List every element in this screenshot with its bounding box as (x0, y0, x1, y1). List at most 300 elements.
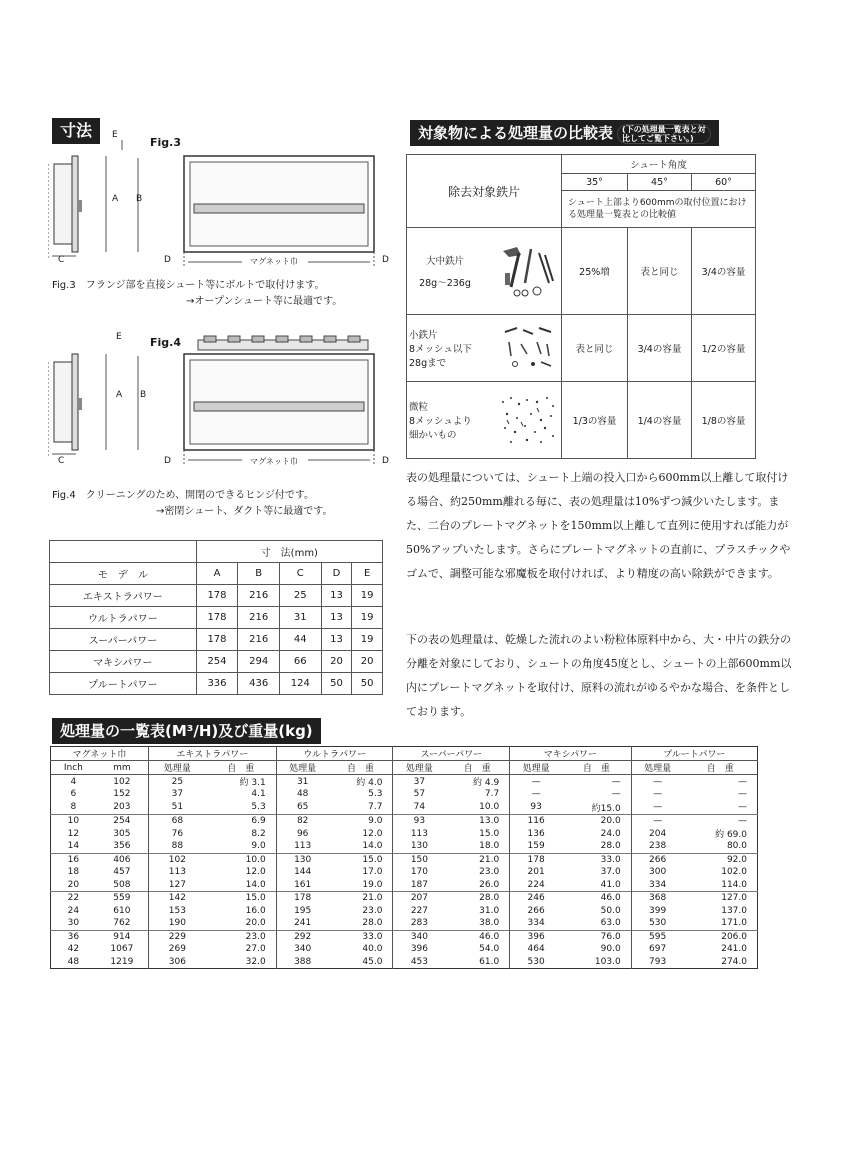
table-cell: 283 (393, 917, 445, 930)
table-cell: 92.0 (684, 853, 758, 866)
table-cell: 130 (276, 853, 328, 866)
table-cell: 31 (279, 607, 321, 629)
dimensions-table-title: 寸 法(mm) (196, 541, 382, 563)
table-cell: 227 (393, 905, 445, 918)
table-cell: 31.0 (479, 905, 500, 916)
table-cell: 25%増 (562, 228, 628, 315)
table-cell: 178 (196, 607, 238, 629)
table-cell: 530 (510, 956, 562, 969)
table-cell: 57 (393, 788, 445, 801)
table-row (51, 905, 758, 918)
table-cell: 203 (113, 802, 131, 812)
weight-subheader: 自 重 (445, 761, 509, 775)
table-cell: 37 (393, 775, 445, 789)
material-name: 小鉄片 (409, 330, 438, 341)
material-cell (407, 228, 562, 315)
capacity-note-paragraph-2: 下の表の処理量は、乾燥した流れのよい粉粒体原料中から、大・中片の鉄分の分離を対象にしており、シュートの角度45度とし、シュートの上部600mm以内にプレートマグネットを取付け、原料の流れがゆるやかな場合、を条件としております。 (406, 633, 792, 718)
table-row (50, 673, 383, 695)
table-cell: 216 (238, 585, 280, 607)
table-cell: 102 (113, 776, 131, 787)
table-cell: 457 (113, 867, 131, 878)
table-cell: 12.0 (362, 828, 383, 839)
fig3-dim-c: C (58, 255, 65, 265)
table-cell: 22 (51, 892, 96, 905)
weight-subheader: 自 重 (562, 761, 631, 775)
table-row (51, 956, 758, 969)
table-cell: 399 (631, 905, 683, 918)
table-cell: 74 (393, 801, 445, 815)
table-cell: 216 (238, 629, 280, 651)
magnet-width-header: マグネット巾 (51, 747, 149, 761)
table-cell: 15.0 (206, 892, 276, 905)
table-cell: 90.0 (600, 944, 621, 955)
comparison-corner-header: 除去対象鉄片 (407, 155, 562, 228)
table-cell: 19.0 (362, 879, 383, 890)
table-cell: 28.0 (600, 841, 621, 852)
mm-header: mm (96, 761, 149, 775)
table-cell: 45.0 (362, 956, 383, 967)
table-row (51, 801, 758, 815)
table-row (50, 607, 383, 629)
table-cell: 7.7 (484, 789, 500, 800)
table-cell: 292 (276, 930, 328, 943)
table-cell: 21.0 (329, 892, 393, 905)
table-cell: 30 (67, 918, 80, 929)
table-cell: 9.0 (251, 841, 266, 852)
table-cell: 65 (276, 801, 328, 815)
table-cell: 表と同じ (562, 315, 628, 382)
table-cell: 20 (352, 651, 383, 673)
table-cell: 12 (67, 828, 80, 839)
fig3-dim-d-left: D (164, 255, 171, 265)
table-cell: 20 (67, 879, 80, 890)
table-cell: 約15.0 (591, 803, 621, 814)
table-cell: 18 (67, 867, 80, 878)
table-cell: 14 (67, 841, 80, 852)
table-cell: 76 (148, 827, 205, 840)
table-cell: 436 (238, 673, 280, 695)
weight-subheader: 自 重 (206, 761, 276, 775)
small-iron-pieces-icon (497, 320, 559, 376)
dimensions-table (49, 540, 383, 695)
table-row (51, 866, 758, 879)
fig4-dim-d-right: D (382, 456, 389, 466)
capacity-subheader: 処理量 (148, 761, 205, 775)
table-cell: 144 (276, 866, 328, 879)
table-cell: 19 (352, 585, 383, 607)
table-cell: 10.0 (479, 802, 500, 812)
table-row (51, 827, 758, 840)
table-cell: 102 (148, 853, 205, 866)
fig4-dim-a: A (116, 390, 123, 400)
table-cell: 23.0 (362, 905, 383, 916)
table-cell: 3/4の容量 (691, 228, 755, 315)
table-header-cell: モ デ ル (50, 563, 197, 585)
table-cell: 152 (113, 789, 131, 800)
comparison-table (406, 154, 756, 459)
table-cell: 793 (631, 956, 683, 969)
table-cell: 66 (279, 651, 321, 673)
table-header-cell: E (352, 563, 383, 585)
table-cell: 17.0 (362, 867, 383, 878)
table-cell: 21.0 (445, 853, 509, 866)
table-row (407, 228, 756, 315)
table-cell: 24.0 (600, 828, 621, 839)
comparison-heading-text: 対象物による処理量の比較表 (418, 124, 614, 142)
table-cell: 178 (196, 585, 238, 607)
table-cell: 28.0 (362, 918, 383, 929)
table-cell: 19 (352, 607, 383, 629)
table-cell: 13 (321, 607, 352, 629)
table-cell: 63.0 (600, 918, 621, 929)
table-cell: 334 (631, 879, 683, 892)
table-cell: 697 (631, 943, 683, 956)
fig4-dim-e: E (116, 332, 122, 342)
table-cell: — (631, 775, 683, 789)
table-cell: 356 (113, 841, 131, 852)
table-row (51, 943, 758, 956)
table-cell: 24 (67, 905, 80, 916)
table-cell: 5.3 (251, 802, 266, 812)
table-cell: 51 (148, 801, 205, 815)
fine-particles-icon (497, 392, 559, 448)
table-row (51, 853, 758, 866)
table-cell: 20 (321, 651, 352, 673)
table-cell: 48 (67, 956, 80, 967)
table-cell: 23.0 (479, 867, 500, 878)
table-cell: エキストラパワー (50, 585, 197, 607)
table-cell: 340 (276, 943, 328, 956)
capacity-subheader: 処理量 (276, 761, 328, 775)
table-cell: 201 (510, 866, 562, 879)
table-cell: 254 (196, 651, 238, 673)
table-cell: 396 (510, 930, 562, 943)
table-cell: 3/4の容量 (627, 315, 691, 382)
table-cell: — (738, 776, 747, 787)
table-row (51, 879, 758, 892)
table-cell: 178 (510, 853, 562, 866)
table-cell: 46.0 (445, 930, 509, 943)
table-cell: 80.0 (726, 841, 747, 852)
table-cell: — (611, 776, 621, 787)
table-row (51, 814, 758, 827)
table-cell: 1/2の容量 (691, 315, 755, 382)
table-cell: — (738, 789, 747, 800)
table-cell: — (631, 788, 683, 801)
table-cell: 82 (276, 814, 328, 827)
large-iron-pieces-icon (497, 243, 559, 299)
table-cell: 388 (276, 956, 328, 969)
material-name: 微粒 (409, 402, 429, 413)
table-cell: 171.0 (721, 918, 747, 929)
table-cell: 508 (113, 879, 131, 890)
table-cell: 1/3の容量 (562, 382, 628, 459)
table-cell: 96 (276, 827, 328, 840)
table-cell: 40.0 (362, 944, 383, 955)
table-row (51, 930, 758, 943)
table-cell: 46.0 (562, 892, 631, 905)
table-row (50, 651, 383, 673)
table-cell: — (684, 814, 758, 827)
material-detail: 28g〜236g (419, 278, 471, 289)
table-cell: — (510, 775, 562, 789)
table-row (407, 382, 756, 459)
table-cell: 13 (321, 629, 352, 651)
table-cell: 178 (196, 629, 238, 651)
table-cell: 約 4.9 (473, 778, 500, 788)
table-cell: 238 (631, 840, 683, 853)
fig4-caption-2: →密閉シュート、ダクト等に最適です。 (156, 506, 333, 517)
table-cell: 44 (279, 629, 321, 651)
table-cell: 約 4.0 (356, 778, 383, 788)
table-row (51, 775, 758, 789)
table-cell: 8 (70, 802, 77, 812)
table-cell: 26.0 (479, 879, 500, 890)
table-cell: 15.0 (479, 828, 500, 839)
table-cell: 50.0 (600, 905, 621, 916)
table-row (51, 892, 758, 905)
fig4-dim-d-left: D (164, 456, 171, 466)
table-cell: 6.9 (206, 814, 276, 827)
table-row (51, 788, 758, 801)
table-cell: 124 (279, 673, 321, 695)
table-cell: 61.0 (479, 956, 500, 967)
table-cell: 113 (276, 840, 328, 853)
table-cell: スーパーパワー (50, 629, 197, 651)
table-cell: 254 (96, 814, 149, 827)
comparison-heading-note: (下の処理量一覧表と対比してご覧下さい。) (617, 124, 711, 144)
capacity-subheader: 処理量 (510, 761, 562, 775)
angle-note: シュート上部より600mmの取付位置における処理量一覧表との比較値 (562, 191, 756, 228)
table-cell: 28.0 (445, 892, 509, 905)
fig3-caption-2: →オープンシュート等に最適です。 (186, 296, 343, 307)
fig3-magnet-width: マグネット巾 (250, 257, 298, 266)
capacity-table-body (51, 775, 758, 969)
material-detail: 8メッシュ以下28gまで (409, 344, 472, 369)
table-cell: 178 (276, 892, 328, 905)
table-cell: 116 (510, 814, 562, 827)
fig4-drawing (48, 330, 388, 470)
table-cell: 36 (51, 930, 96, 943)
table-cell: 190 (148, 917, 205, 930)
table-cell: 266 (510, 905, 562, 918)
fig3-dim-d-right: D (382, 255, 389, 265)
table-cell: 50 (321, 673, 352, 695)
table-cell: 305 (113, 828, 131, 839)
fig4-caption-1: Fig.4 クリーニングのため、開閉のできるヒンジ付です。 (52, 490, 315, 501)
table-cell: 8.2 (251, 828, 266, 839)
table-cell: 33.0 (562, 853, 631, 866)
table-cell: 595 (631, 930, 683, 943)
table-cell: 406 (96, 853, 149, 866)
table-cell: 246 (510, 892, 562, 905)
table-cell: 1067 (110, 944, 134, 955)
table-cell: 38.0 (479, 918, 500, 929)
fig4-dim-b: B (140, 390, 147, 400)
angle-35: 35° (562, 174, 628, 191)
table-cell: 269 (148, 943, 205, 956)
material-cell (407, 315, 562, 382)
table-row (50, 585, 383, 607)
table-cell: — (611, 789, 621, 800)
table-cell: 25 (148, 775, 205, 789)
table-cell: 530 (631, 917, 683, 930)
table-cell: 187 (393, 879, 445, 892)
table-cell: 約 69.0 (715, 830, 747, 840)
table-cell: 14.0 (245, 879, 266, 890)
table-cell: 13 (321, 585, 352, 607)
fig3-dim-e: E (112, 130, 118, 140)
table-cell: 12.0 (245, 867, 266, 878)
model-header-extra: エキストラパワー (148, 747, 276, 761)
table-cell: — (631, 801, 683, 815)
table-cell: 153 (148, 905, 205, 918)
angle-60: 60° (691, 174, 755, 191)
fig3-dim-a: A (112, 194, 119, 204)
table-cell: 18.0 (479, 841, 500, 852)
table-header-row (50, 563, 383, 585)
table-cell: 15.0 (329, 853, 393, 866)
angle-title: シュート角度 (562, 155, 756, 174)
table-cell: 300 (631, 866, 683, 879)
table-cell: 約 3.1 (239, 778, 266, 788)
table-row (407, 315, 756, 382)
table-cell: 294 (238, 651, 280, 673)
table-header-cell: D (321, 563, 352, 585)
table-header-cell: B (238, 563, 280, 585)
table-cell: 1/8の容量 (691, 382, 755, 459)
comparison-heading (410, 120, 719, 146)
table-cell: 23.0 (206, 930, 276, 943)
table-cell: 113 (148, 866, 205, 879)
table-cell: 37 (148, 788, 205, 801)
fig3-label: Fig.3 (150, 136, 181, 149)
table-cell: 453 (393, 956, 445, 969)
table-cell: 113 (393, 827, 445, 840)
table-cell: 54.0 (479, 944, 500, 955)
table-cell: 103.0 (594, 956, 621, 967)
capacity-subheader: 処理量 (631, 761, 683, 775)
table-cell: 88 (148, 840, 205, 853)
model-header-pluto: プルートパワー (631, 747, 757, 761)
table-cell: 159 (510, 840, 562, 853)
table-cell: 216 (238, 607, 280, 629)
table-cell: 33.0 (329, 930, 393, 943)
table-cell: — (631, 814, 683, 827)
table-cell: 266 (631, 853, 683, 866)
capacity-note-paragraph-1: 表の処理量については、シュート上端の投入口から600mm以上離して取付ける場合、約250mm離れる毎に、表の処理量は10%ずつ減少いたします。また、二台のプレートマグネットを150mm以上離して直列に使用すれば能力が50%アップいたします。さらにプレートマグネットの直前に、プラスチックやゴムで、調整可能な邪魔板を取付ければ、より精度の高い除鉄ができます。 (406, 471, 791, 580)
table-cell: 1/4の容量 (627, 382, 691, 459)
table-cell: ウルトラパワー (50, 607, 197, 629)
table-row (51, 840, 758, 853)
fig4-label: Fig.4 (150, 336, 181, 349)
table-cell: — (510, 788, 562, 801)
table-cell: 914 (96, 930, 149, 943)
table-cell: 396 (393, 943, 445, 956)
fig3-caption-1: Fig.3 フランジ部を直接シュート等にボルトで取付けます。 (52, 280, 325, 291)
weight-subheader: 自 重 (684, 761, 758, 775)
table-cell: 207 (393, 892, 445, 905)
table-cell: 50 (352, 673, 383, 695)
table-cell: 161 (276, 879, 328, 892)
model-header-maxi: マキシパワー (510, 747, 631, 761)
table-cell: 7.7 (368, 802, 383, 812)
angle-45: 45° (627, 174, 691, 191)
table-cell: 224 (510, 879, 562, 892)
capacity-heading: 処理量の一覧表(M³/H)及び重量(kg) (52, 718, 321, 744)
table-cell: 340 (393, 930, 445, 943)
table-cell: 32.0 (245, 956, 266, 967)
table-cell: 137.0 (721, 905, 747, 916)
table-cell: 5.3 (368, 789, 383, 800)
table-cell: 127.0 (684, 892, 758, 905)
fig4-dim-c: C (58, 456, 65, 466)
table-cell: — (738, 802, 747, 812)
table-cell: 表と同じ (627, 228, 691, 315)
table-cell: 20.0 (245, 918, 266, 929)
table-cell: 229 (148, 930, 205, 943)
table-cell: 76.0 (562, 930, 631, 943)
table-cell: 68 (148, 814, 205, 827)
table-cell: 464 (510, 943, 562, 956)
table-cell: 150 (393, 853, 445, 866)
table-cell: 274.0 (721, 956, 747, 967)
table-cell: 136 (510, 827, 562, 840)
material-name: 大中鉄片 (425, 256, 464, 267)
table-cell: 306 (148, 956, 205, 969)
table-cell: 368 (631, 892, 683, 905)
table-cell: 102.0 (721, 867, 747, 878)
inch-header: Inch (51, 761, 96, 775)
table-cell: 336 (196, 673, 238, 695)
weight-subheader: 自 重 (329, 761, 393, 775)
table-cell: 130 (393, 840, 445, 853)
table-cell: 27.0 (245, 944, 266, 955)
material-cell (407, 382, 562, 459)
table-row (50, 629, 383, 651)
table-cell: 241.0 (721, 944, 747, 955)
table-cell: 4.1 (251, 789, 266, 800)
table-cell: 204 (631, 827, 683, 840)
table-cell: 48 (276, 788, 328, 801)
model-header-super: スーパーパワー (393, 747, 510, 761)
table-cell: 13.0 (445, 814, 509, 827)
table-cell: 127 (148, 879, 205, 892)
fig3-drawing (48, 128, 388, 273)
table-cell: 195 (276, 905, 328, 918)
table-cell: 762 (113, 918, 131, 929)
table-cell: 170 (393, 866, 445, 879)
table-cell: マキシパワー (50, 651, 197, 673)
table-cell: 1219 (110, 956, 134, 967)
table-row (51, 917, 758, 930)
table-cell: 114.0 (721, 879, 747, 890)
table-cell: 334 (510, 917, 562, 930)
table-cell: 20.0 (562, 814, 631, 827)
table-cell: 10.0 (206, 853, 276, 866)
table-cell: 4 (70, 776, 77, 787)
capacity-table (50, 746, 758, 969)
dimensions-heading: 寸法 (52, 118, 100, 144)
table-cell: 206.0 (684, 930, 758, 943)
model-header-ultra: ウルトラパワー (276, 747, 393, 761)
fig4-magnet-width: マグネット巾 (250, 457, 298, 466)
table-cell: 14.0 (362, 841, 383, 852)
table-cell: 9.0 (329, 814, 393, 827)
table-header-cell: C (279, 563, 321, 585)
table-cell: 10 (51, 814, 96, 827)
capacity-subheader: 処理量 (393, 761, 445, 775)
